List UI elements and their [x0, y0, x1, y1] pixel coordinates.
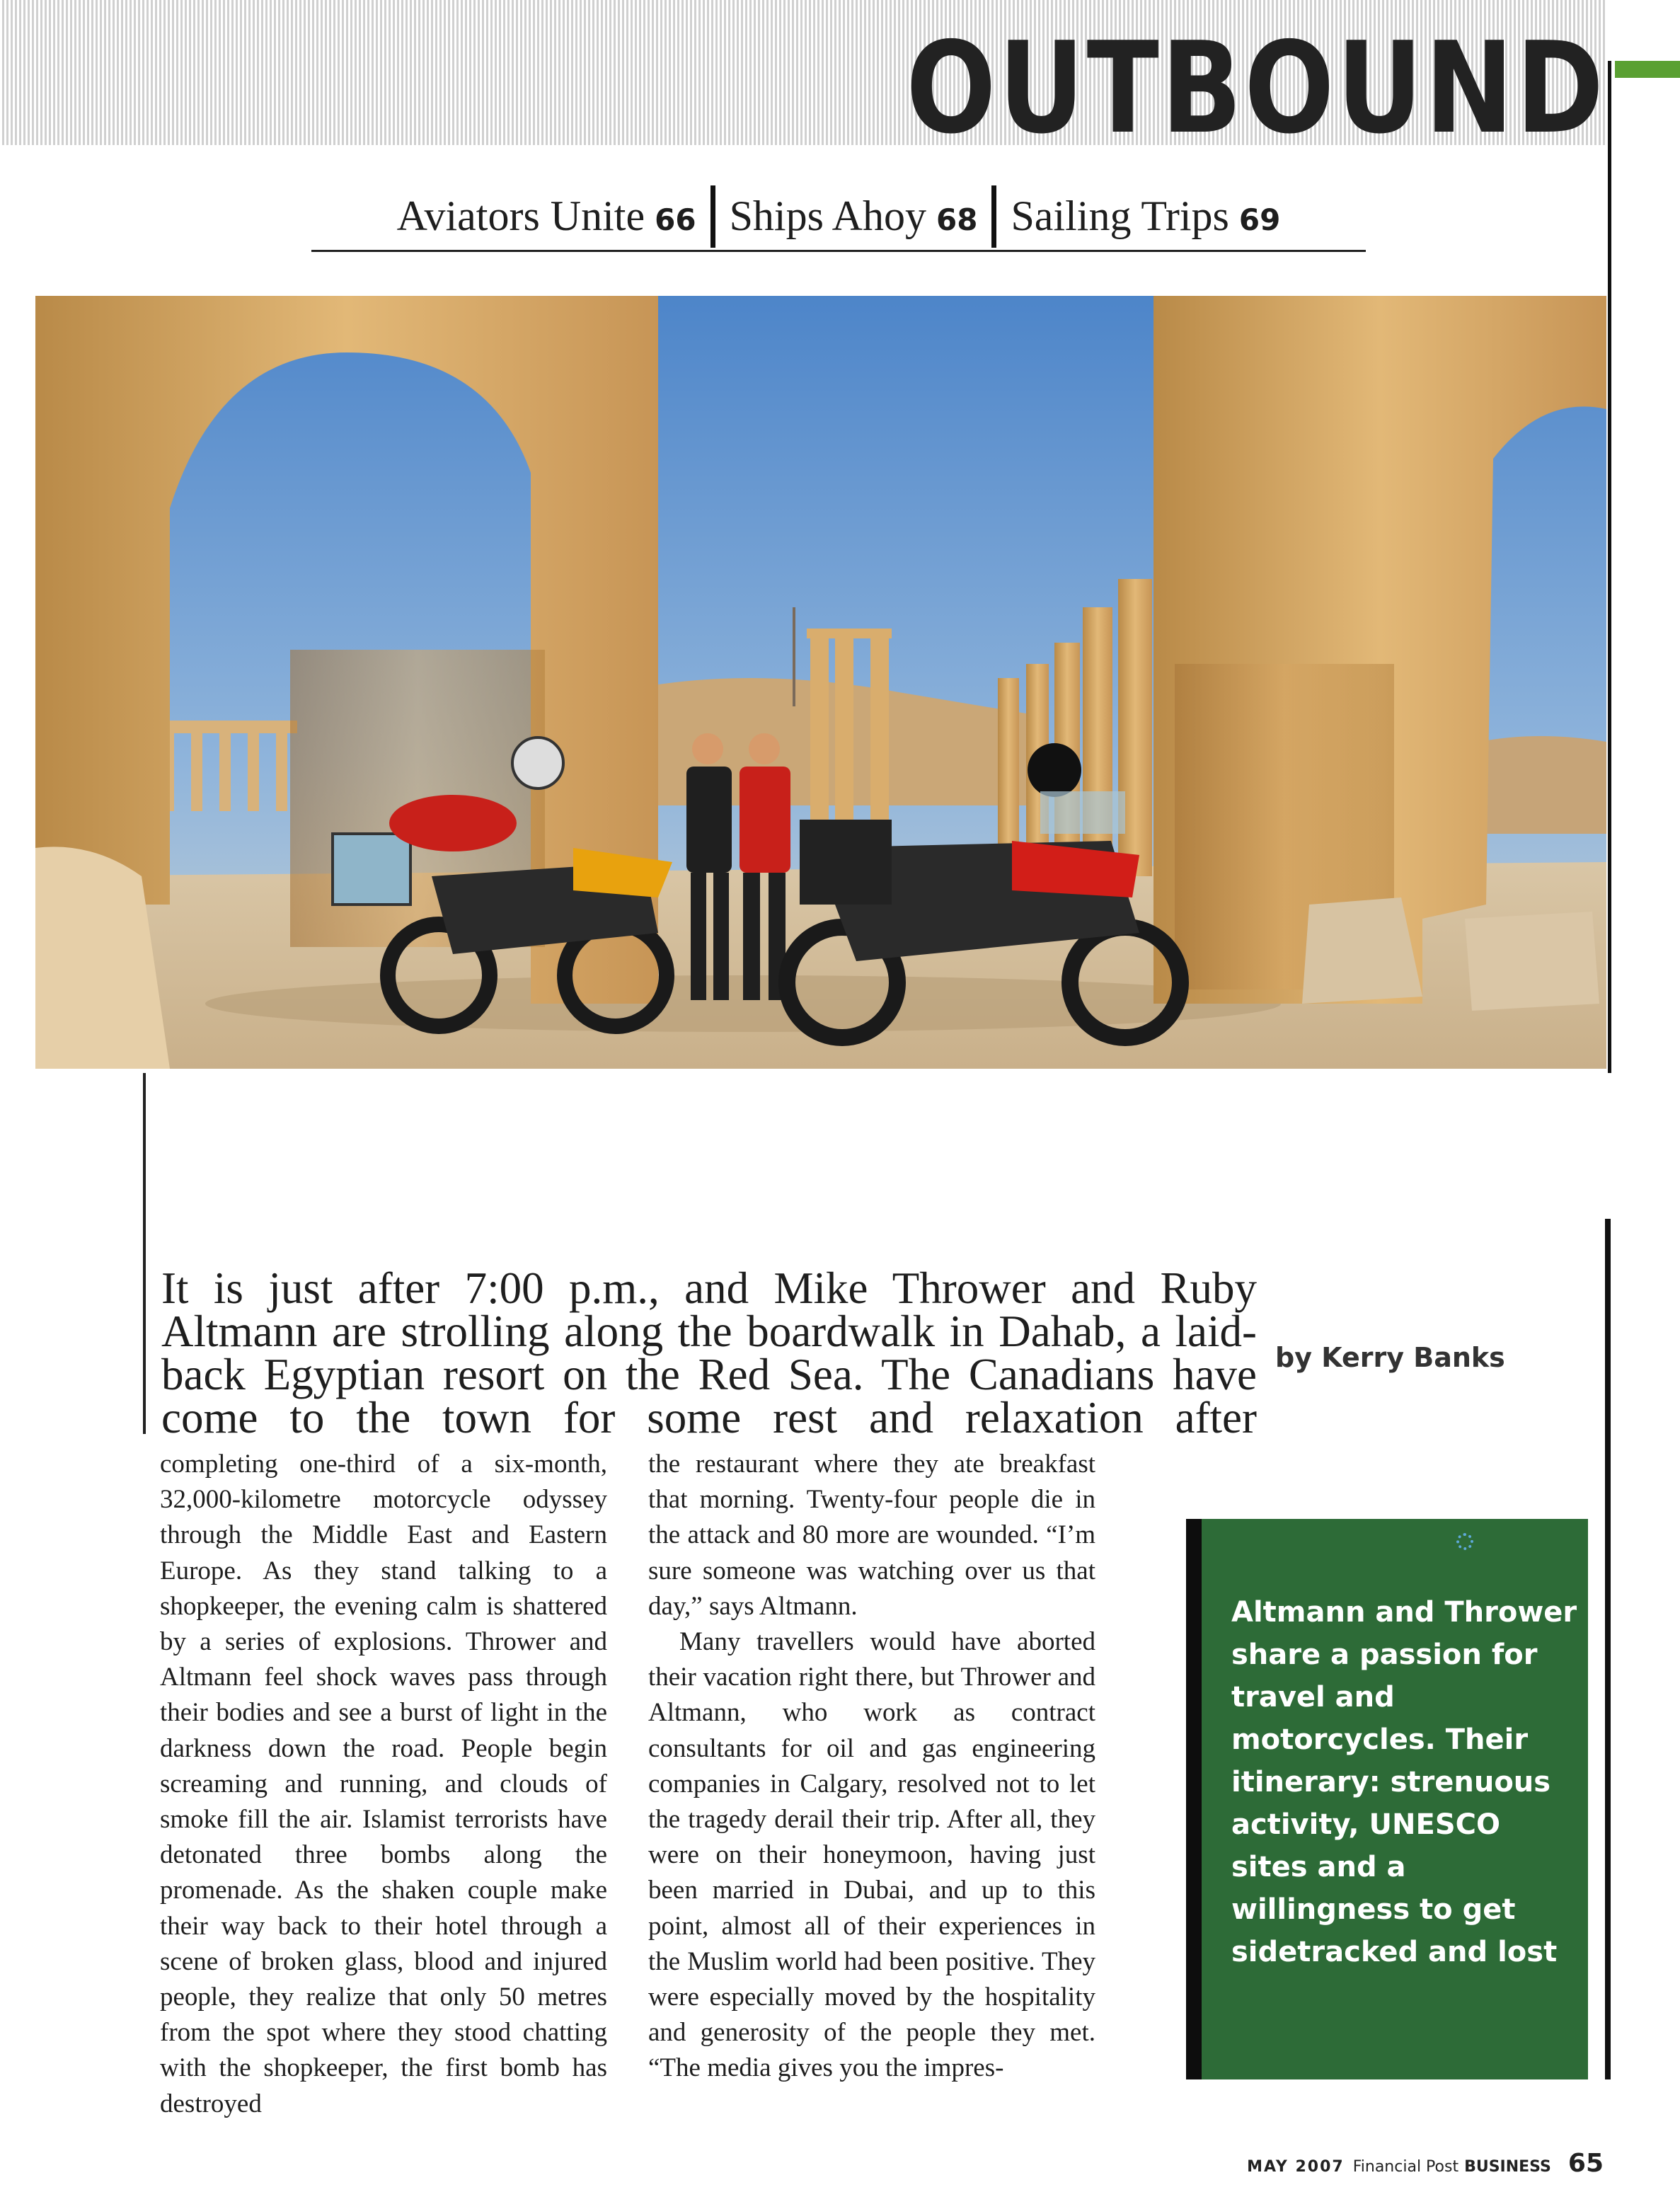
- nav-page-number: 66: [655, 202, 696, 237]
- issue-date: MAY 2007: [1247, 2158, 1345, 2176]
- article-column-1: [160, 1447, 607, 2122]
- right-margin-rule: [1605, 1219, 1611, 2079]
- article-paragraph: completing one-third of a six-month, 32,000-kilometre motorcycle odyssey through the Middle East and Eastern Europe. As they stand talking to a shopkeeper, the evening calm is shattered by a series of explosions. Thrower and Altmann feel shock waves pass through their bodies and see a burst of light in the darkness down the road. People begin screaming and running, and clouds of smoke fill the air. Islamist terrorists have detonated three bombs along the promenade. As the shaken couple make their way back to their hotel through a scene of broken glass, blood and injured people, they realize that only 50 metres from the spot where they stood chatting with the shopkeeper, the first bomb has destroyed: [160, 1450, 607, 2118]
- nav-label: Sailing Trips: [1011, 193, 1229, 239]
- nav-item-aviators[interactable]: [383, 192, 710, 241]
- magazine-name: Financial Post: [1352, 2158, 1459, 2176]
- article-paragraph: the restaurant where they ate breakfast that morning. Twenty-four people die in the attack and 80 more are wounded. “I’m sure someone was watching over us that day,” says Altmann.: [648, 1450, 1095, 1621]
- pull-quote-text: Altmann and Thrower share a passion for travel and motorcycles. Their itinerary: strenuous activity, UNESCO sites and a willingness to get sidetracked and lost: [1231, 1596, 1577, 1968]
- nav-separator: [991, 185, 996, 248]
- section-color-tab: [1615, 61, 1680, 78]
- section-title: OUTBOUND: [906, 15, 1606, 161]
- ornament-icon: [1456, 1533, 1473, 1550]
- nav-page-number: 68: [936, 202, 978, 237]
- distant-columns: [807, 629, 892, 841]
- pull-quote: [1186, 1519, 1588, 2079]
- page-number: 65: [1567, 2149, 1604, 2178]
- nav-label: Aviators Unite: [396, 193, 645, 239]
- hero-photo: [35, 296, 1606, 1069]
- article-lede: It is just after 7:00 p.m., and Mike Thrower and Ruby Altmann are strolling along the boardwalk in Dahab, a laid-back Egyptian resort on the Red Sea. The Canadians have come to the town for some rest and relaxation after: [161, 1263, 1257, 1442]
- nav-item-ships[interactable]: [715, 192, 992, 241]
- article-column-2: [648, 1447, 1095, 2087]
- magazine-name-suffix: BUSINESS: [1464, 2158, 1551, 2176]
- nav-separator: [710, 185, 715, 248]
- nav-item-sailing[interactable]: [996, 192, 1294, 241]
- contents-nav: [311, 183, 1366, 252]
- byline: by Kerry Banks: [1275, 1342, 1505, 1373]
- foreground-block: [1465, 912, 1599, 1011]
- page-footer: [1247, 2149, 1604, 2178]
- radio-mast: [793, 607, 795, 706]
- foreground-block: [1302, 897, 1422, 1004]
- nav-page-number: 69: [1238, 202, 1281, 237]
- article-paragraph: Many travellers would have aborted their vacation right there, but Thrower and Altmann, who work as contract consultants for oil and gas engineering companies in Calgary, resolved not to let the tragedy derail their trip. After all, they were on their honeymoon, having just been married in Dubai, and up to this point, almost all of their experiences in the Muslim world had been positive. They were especially moved by the hospitality and generosity of the people they met. “The media gives you the impres-: [648, 1627, 1095, 2083]
- palmyra-ruins-illustration: [35, 296, 1606, 1069]
- right-margin-rule: [1608, 61, 1611, 1073]
- nav-label: Ships Ahoy: [729, 193, 926, 239]
- left-margin-rule: [143, 1073, 146, 1434]
